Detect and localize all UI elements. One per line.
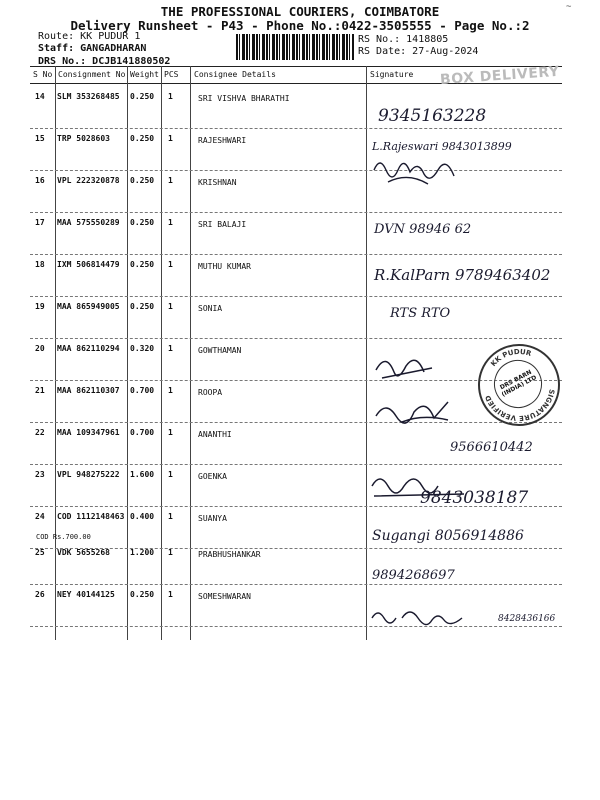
handwritten-signature: RTS RTO <box>390 306 451 321</box>
row-consignment: MAA 575550289 <box>57 218 120 227</box>
row-consignment: VDK 5655268 <box>57 548 110 557</box>
col-divider <box>366 66 367 640</box>
row-pcs: 1 <box>168 428 173 437</box>
row-pcs: 1 <box>168 590 173 599</box>
row-weight: 0.250 <box>130 590 155 599</box>
handwritten-signature: 9843038187 <box>420 488 529 508</box>
row-consignment: MAA 862110294 <box>57 344 120 353</box>
handwritten-signature: 8428436166 <box>498 614 556 624</box>
row-consignment: SLM 353268485 <box>57 92 120 101</box>
row-sno: 16 <box>35 176 45 185</box>
handwritten-signature-icon <box>368 466 478 506</box>
row-consignee: KRISHNAN <box>198 178 237 187</box>
row-consignee: SRI VISHVA BHARATHI <box>198 94 290 103</box>
row-sno: 15 <box>35 134 45 143</box>
row-consignee: SRI BALAJI <box>198 220 247 229</box>
row-consignee: PRABHUSHANKAR <box>198 550 261 559</box>
signature-verified-seal <box>478 344 560 426</box>
handwritten-signature: 9345163228 <box>378 106 487 126</box>
col-divider <box>161 66 162 640</box>
row-sno: 19 <box>35 302 45 311</box>
handwritten-signature: 9566610442 <box>450 440 533 455</box>
row-separator <box>30 254 562 255</box>
seal-inner-text: DRS BARN (INDIA) LTD <box>486 352 551 417</box>
company-name: THE PROFESSIONAL COURIERS, COIMBATORE <box>160 4 440 19</box>
row-separator <box>30 128 562 129</box>
handwritten-signature-icon <box>368 602 488 630</box>
handwritten-signature-icon <box>372 348 452 388</box>
row-consignment: MAA 862110307 <box>57 386 120 395</box>
corner-mark: ~ <box>566 2 572 12</box>
drs-number: DRS No.: DCJB141880502 <box>38 56 171 67</box>
handwritten-signature: L.Rajeswari 9843013899 <box>372 140 512 153</box>
col-divider <box>55 66 56 640</box>
row-separator <box>30 464 562 465</box>
barcode <box>236 34 354 60</box>
row-sno: 14 <box>35 92 45 101</box>
row-separator <box>30 212 562 213</box>
row-weight: 1.600 <box>130 470 155 479</box>
row-consignment: MAA 109347961 <box>57 428 120 437</box>
handwritten-signature: Sugangi 8056914886 <box>372 528 524 544</box>
row-consignee: ROOPA <box>198 388 223 397</box>
row-weight: 0.250 <box>130 260 155 269</box>
row-weight: 0.400 <box>130 512 155 521</box>
row-weight: 0.700 <box>130 428 155 437</box>
cod-note: COD Rs.700.00 <box>36 533 91 541</box>
row-sno: 17 <box>35 218 45 227</box>
handwritten-signature: R.KalParn 9789463402 <box>374 266 551 284</box>
col-divider <box>127 66 128 640</box>
row-consignee: ANANTHI <box>198 430 232 439</box>
row-weight: 0.250 <box>130 134 155 143</box>
row-pcs: 1 <box>168 302 173 311</box>
row-separator <box>30 296 562 297</box>
staff: Staff: GANGADHARAN <box>38 43 147 54</box>
row-consignment: TRP 5028603 <box>57 134 110 143</box>
col-signature: Signature <box>370 70 414 79</box>
row-separator <box>30 584 562 585</box>
row-separator <box>30 338 562 339</box>
row-consignee: RAJESHWARI <box>198 136 247 145</box>
col-divider <box>190 66 191 640</box>
row-weight: 0.250 <box>130 92 155 101</box>
row-pcs: 1 <box>168 386 173 395</box>
row-consignment: IXM 506814479 <box>57 260 120 269</box>
box-delivery-stamp: BOX DELIVERY <box>439 63 561 89</box>
row-sno: 25 <box>35 548 45 557</box>
handwritten-signature-icon <box>372 392 482 432</box>
row-weight: 0.250 <box>130 176 155 185</box>
col-weight: Weight <box>130 70 159 79</box>
row-consignee: SOMESHWARAN <box>198 592 251 601</box>
row-sno: 18 <box>35 260 45 269</box>
row-sno: 21 <box>35 386 45 395</box>
row-consignment: COD 1112148463 <box>57 512 125 521</box>
row-pcs: 1 <box>168 218 173 227</box>
row-separator <box>30 506 562 507</box>
route: Route: KK PUDUR 1 <box>38 31 141 42</box>
row-consignee: SONIA <box>198 304 223 313</box>
row-consignee: SUANYA <box>198 514 227 523</box>
row-sno: 22 <box>35 428 45 437</box>
col-sno: S No <box>33 70 53 79</box>
row-consignment: MAA 865949005 <box>57 302 120 311</box>
row-consignee: GOWTHAMAN <box>198 346 242 355</box>
row-consignment: NEY 40144125 <box>57 590 115 599</box>
row-pcs: 1 <box>168 548 173 557</box>
rs-date: RS Date: 27-Aug-2024 <box>358 46 479 57</box>
handwritten-signature: 9894268697 <box>372 568 455 583</box>
row-weight: 0.250 <box>130 218 155 227</box>
row-pcs: 1 <box>168 512 173 521</box>
col-pcs: PCS <box>164 70 179 79</box>
row-pcs: 1 <box>168 176 173 185</box>
row-sno: 26 <box>35 590 45 599</box>
row-pcs: 1 <box>168 344 173 353</box>
rs-number: RS No.: 1418805 <box>358 34 449 45</box>
runsheet-title: Delivery Runsheet - P43 - Phone No.:0422-3505555 - Page No.:2 <box>70 18 530 33</box>
seal-ring-text: SIGNATURE VERIFIED <box>483 388 556 423</box>
col-consignee: Consignee Details <box>194 70 276 79</box>
row-pcs: 1 <box>168 134 173 143</box>
row-weight: 1.200 <box>130 548 155 557</box>
row-weight: 0.320 <box>130 344 155 353</box>
row-sno: 23 <box>35 470 45 479</box>
row-consignment: VPL 948275222 <box>57 470 120 479</box>
row-consignee: MUTHU KUMAR <box>198 262 251 271</box>
row-sno: 20 <box>35 344 45 353</box>
handwritten-signature-icon <box>368 150 508 190</box>
row-pcs: 1 <box>168 470 173 479</box>
row-pcs: 1 <box>168 92 173 101</box>
row-consignee: GOENKA <box>198 472 227 481</box>
row-pcs: 1 <box>168 260 173 269</box>
handwritten-signature: DVN 98946 62 <box>374 222 472 237</box>
row-sno: 24 <box>35 512 45 521</box>
row-weight: 0.700 <box>130 386 155 395</box>
row-weight: 0.250 <box>130 302 155 311</box>
col-consignment: Consignment No <box>58 70 126 79</box>
row-consignment: VPL 222320878 <box>57 176 120 185</box>
seal-ring-text-2: KK PUDUR <box>489 347 533 369</box>
